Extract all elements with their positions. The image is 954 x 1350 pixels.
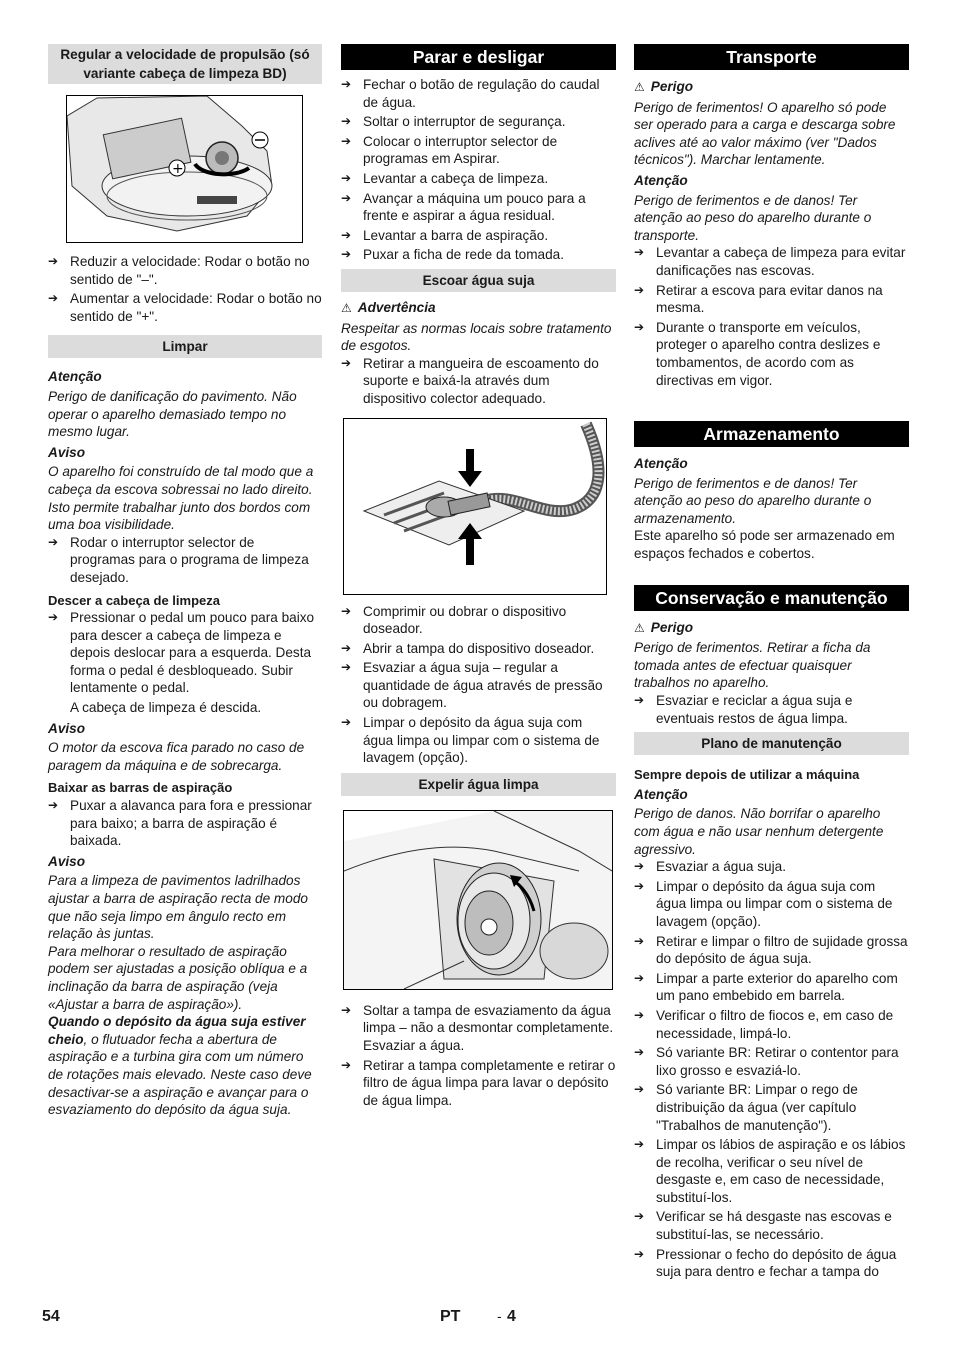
atencao-text-armaz: Perigo de ferimentos e de danos! Ter atenção ao peso do aparelho durante o armazenamento. [634,475,872,526]
atencao-text-transp: Perigo de ferimentos e de danos! Ter atenção ao peso do aparelho durante o transporte. [634,192,872,243]
section-heading-escoar: Escoar água suja [341,269,616,292]
step-parar-6: ➔ Levantar a barra de aspiração. [341,227,616,245]
column-left [48,44,322,1119]
label-aviso: Aviso [48,444,86,460]
step-manut-1: ➔ Esvaziar a água suja. [634,858,909,876]
step-esvaziar: ➔ Esvaziar e reciclar a água suja e eventuais restos de água limpa. [634,692,909,727]
column-middle [341,44,616,1109]
label-perigo-2-text: Perigo [650,619,694,635]
section-heading-transporte: Transporte [634,44,909,70]
atencao-text: Perigo de danificação do pavimento. Não operar o aparelho demasiado tempo no mesmo lugar. [48,388,297,440]
armaz-text: Este aparelho só pode ser armazenado em espaços fechados e cobertos. [634,528,895,562]
footer-separator: - [497,1308,502,1324]
label-atencao: Atenção [48,369,102,385]
result-text: A cabeça de limpeza é descida. [70,700,262,716]
section-heading-limpar: Limpar [48,335,322,358]
section-heading-plano: Plano de manutenção [634,732,909,755]
step-manut-5: ➔ Verificar o filtro de fiocos e, em caso de necessidade, limpá-lo. [634,1007,909,1042]
page-number: 54 [42,1308,60,1325]
section-heading-conservacao: Conservação e manutenção [634,585,909,611]
step-parar-7: ➔ Puxar a ficha de rede da tomada. [341,246,616,264]
label-aviso-3: Aviso [48,853,86,869]
label-advertencia [341,299,616,318]
label-advertencia-text: Advertência [357,299,436,315]
aviso-text-3c [48,1013,322,1119]
step-transp-2: ➔ Retirar a escova para evitar danos na mesma. [634,282,909,317]
step-alavanca: ➔ Puxar a alavanca para fora e pressionar para baixo; a barra de aspiração é baixada. [48,797,322,850]
label-perigo-1 [634,78,909,97]
section-heading-velocidade: Regular a velocidade de propulsão (só variante cabeça de limpeza BD) [48,44,322,84]
section-heading-parar: Parar e desligar [341,44,616,70]
footer-section-number: 4 [507,1308,516,1325]
label-perigo-2 [634,619,909,638]
drain-hose-illustration [344,419,606,594]
step-transp-3: ➔ Durante o transporte em veículos, proteger o aparelho contra deslizes e tombamentos, de acordo com as directivas em vigor. [634,319,909,389]
step-parar-2: ➔ Soltar o interruptor de segurança. [341,113,616,131]
step-manut-7: ➔ Só variante BR: Limpar o rego de distribuição da água (ver capítulo "Trabalhos de manutenção"). [634,1081,909,1134]
step-manut-6: ➔ Só variante BR: Retirar o contentor para lixo grosso e esvaziá-lo. [634,1044,909,1079]
step-manut-2: ➔ Limpar o depósito da água suja com água limpa ou limpar com o sistema de lavagem (opção). [634,878,909,931]
step-rodar: ➔ Rodar o interruptor selector de programas para o programa de limpeza desejado. [48,534,322,587]
subheading-sempre: Sempre depois de utilizar a máquina [634,767,860,783]
figure-drain-hose [343,418,607,595]
footer-lang: PT [440,1308,461,1325]
aviso-text-2: O motor da escova fica parado no caso de paragem da máquina e de sobrecarga. [48,740,305,773]
clean-water-cap-illustration [344,811,612,989]
figure-speed-knob [66,95,303,243]
step-pedal: ➔ Pressionar o pedal um pouco para baixo para descer a cabeça de limpeza e depois deslocar para a esquerda. Desta forma o pedal é desbloqueado. Subir lentamente o pedal. [48,609,322,697]
speed-knob-illustration [67,96,302,242]
step-manut-4: ➔ Limpar a parte exterior do aparelho com um pano embebido em barrela. [634,970,909,1005]
svg-text:+: + [172,161,184,177]
step-parar-1: ➔ Fechar o botão de regulação do caudal de água. [341,76,616,111]
step-manut-9: ➔ Verificar se há desgaste nas escovas e substituí-las, se necessário. [634,1208,909,1243]
label-atencao-armaz: Atenção [634,456,688,472]
label-perigo-1-text: Perigo [650,79,694,94]
step-tampa-1: ➔ Soltar a tampa de esvaziamento da água limpa – não a desmontar completamente. Esvaziar a água. [341,1002,616,1055]
warning-triangle-icon: ⚠ [634,80,645,94]
aviso-text-1: O aparelho foi construído de tal modo que a cabeça da escova sobressai no lado direito. Isto permite trabalhar junto dos bordos com uma boa visibilidade. [48,464,314,533]
step-transp-1: ➔ Levantar a cabeça de limpeza para evitar danificações nas escovas. [634,244,909,279]
step-tampa-2: ➔ Retirar a tampa completamente e retirar o filtro de água limpa para lavar o depósito de água limpa. [341,1057,616,1110]
aviso-text-3a: Para a limpeza de pavimentos ladrilhados ajustar a barra de aspiração recta de modo que não seja limpo em ângulo recto em relação às juntas. [48,873,308,942]
step-reduzir: ➔ Reduzir a velocidade: Rodar o botão no sentido de "–". [48,253,322,288]
step-parar-5: ➔ Avançar a máquina um pouco para a frente e aspirar a água residual. [341,190,616,225]
step-doseador-2: ➔ Abrir a tampa do dispositivo doseador. [341,640,616,658]
perigo-text-1: Perigo de ferimentos! O aparelho só pode ser operado para a carga e descarga sobre aclives até ao valor máximo (ver "Dados técnicos"). Marchar lentamente. [634,99,896,168]
label-aviso-2: Aviso [48,720,86,736]
step-manut-10: ➔ Pressionar o fecho do depósito de água suja para dentro e fechar a tampa do [634,1246,909,1281]
step-doseador-3: ➔ Esvaziar a água suja – regular a quantidade de água através de pressão ou dobragem. [341,659,616,712]
perigo-text-2: Perigo de ferimentos. Retirar a ficha da tomada antes de efectuar quaisquer trabalhos no aparelho. [634,640,871,691]
aviso-text-3c-rest: , o flutuador fecha a abertura de aspiração e a turbina gira com um número de rotações mais elevado. Neste caso deve desactivar-se a aspiração e avançar para o esvaziamento do depósito da água suja. [48,1031,312,1118]
column-right [634,44,909,1281]
step-mangueira: ➔ Retirar a mangueira de escoamento do suporte e baixá-la através dum dispositivo colector adequado. [341,355,616,408]
warning-triangle-icon: ⚠ [634,620,645,635]
atencao-text-manut: Perigo de danos. Não borrifar o aparelho com água e não usar nenhum detergente agressivo. [634,806,884,857]
step-doseador-4: ➔ Limpar o depósito da água suja com água limpa ou limpar com o sistema de lavagem (opção). [341,714,616,767]
advertencia-text: Respeitar as normas locais sobre tratamento de esgotos. [341,320,612,354]
aviso-text-3c-bold: Quando o depósito da água suja estiver cheio [48,1014,306,1047]
step-manut-3: ➔ Retirar e limpar o filtro de sujidade grossa do depósito de água suja. [634,933,909,968]
subheading-baixar: Baixar as barras de aspiração [48,780,233,796]
step-aumentar: ➔ Aumentar a velocidade: Rodar o botão no sentido de "+". [48,290,322,325]
step-manut-8: ➔ Limpar os lábios de aspiração e os lábios de recolha, verificar o seu nível de desgaste e, em caso de necessidade, substituí-los. [634,1136,909,1206]
section-heading-expelir: Expelir água limpa [341,773,616,796]
step-parar-4: ➔ Levantar a cabeça de limpeza. [341,170,616,188]
subheading-descer: Descer a cabeça de limpeza [48,592,220,608]
warning-triangle-icon: ⚠ [341,300,352,315]
aviso-text-3b: Para melhorar o resultado de aspiração podem ser ajustadas a posição oblíqua e a inclinação da barra de aspiração (veja «Ajustar a barra de aspiração»). [48,943,308,1012]
section-heading-armazenamento: Armazenamento [634,421,909,447]
step-parar-3: ➔ Colocar o interruptor selector de programas em Aspirar. [341,133,616,168]
label-atencao-manut: Atenção [634,786,688,802]
figure-clean-water-cap [343,810,613,990]
label-atencao-transp: Atenção [634,172,688,188]
step-doseador-1: ➔ Comprimir ou dobrar o dispositivo doseador. [341,603,616,638]
